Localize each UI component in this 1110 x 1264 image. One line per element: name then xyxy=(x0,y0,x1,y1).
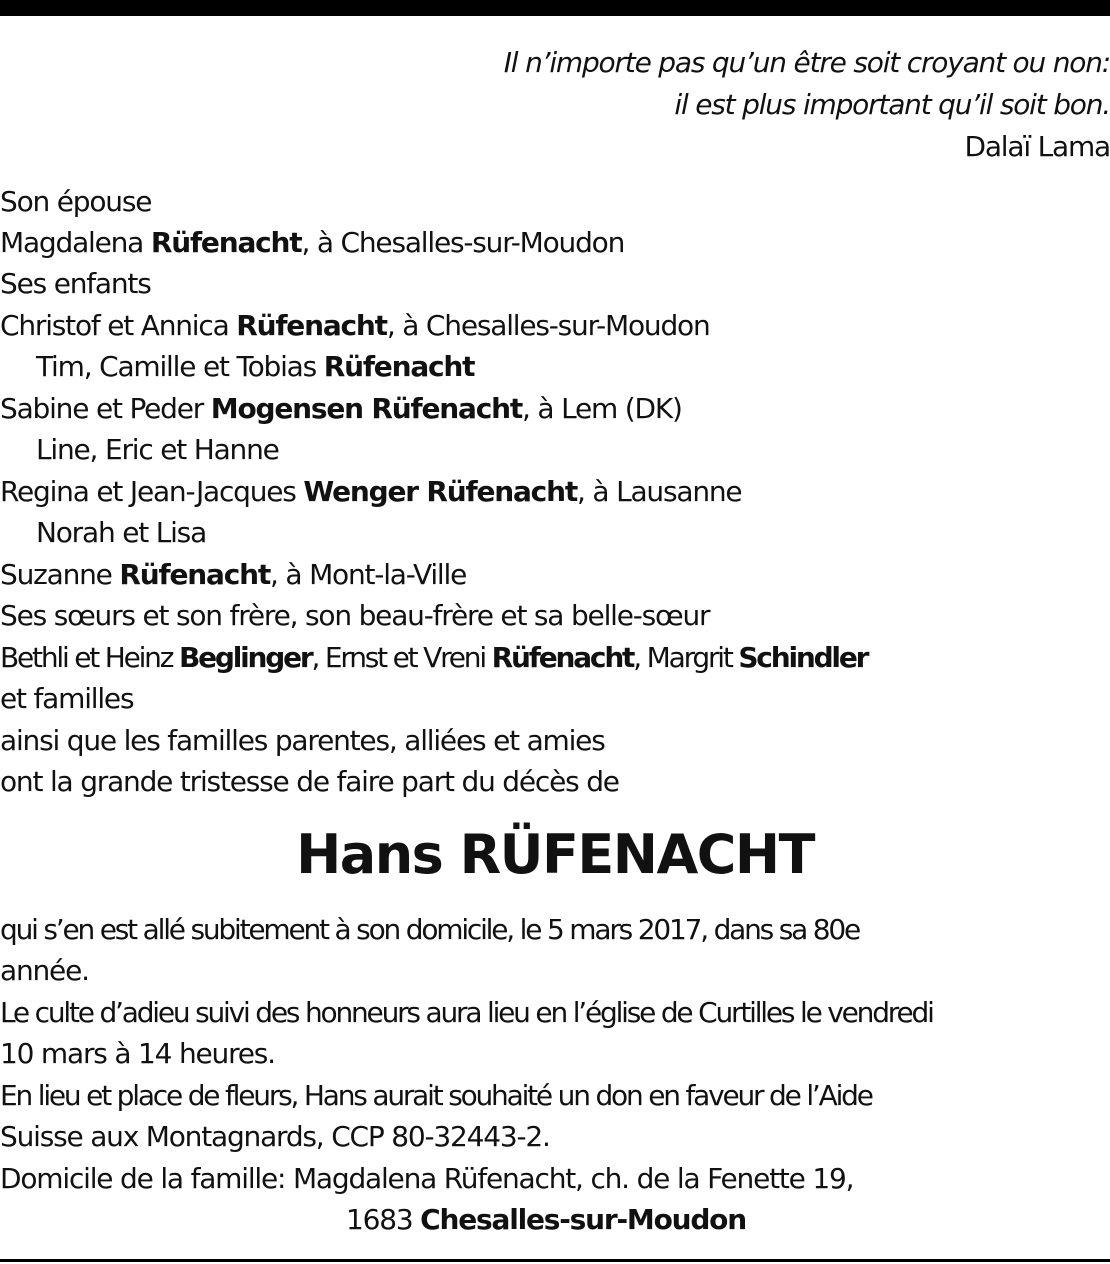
children-heading: Ses enfants xyxy=(0,267,151,300)
address-line-1: Domicile de la famille: Magdalena Rüfenacht, ch. de la Fenette 19, xyxy=(0,1162,854,1195)
service-line-1: Le culte d’adieu suivi des honneurs aura lieu en l’église de Curtilles le vendredi xyxy=(0,996,933,1029)
quote-author: Dalaï Lama xyxy=(964,130,1110,163)
quote-line-2: il est plus important qu’il soit bon. xyxy=(674,88,1110,121)
siblings-end: et familles xyxy=(0,682,134,715)
address-line-2: 1683 Chesalles-sur-Moudon xyxy=(346,1203,746,1236)
death-line-2: année. xyxy=(0,954,89,987)
siblings-line: Bethli et Heinz Beglinger, Ernst et Vreni Rüfenacht, Margrit Schindler xyxy=(0,641,868,674)
spouse-heading: Son épouse xyxy=(0,185,152,218)
child-line-4: Suzanne Rüfenacht, à Mont-la-Ville xyxy=(0,558,467,591)
deceased-name: Hans RÜFENACHT xyxy=(296,823,814,886)
grandchildren-line-3: Norah et Lisa xyxy=(36,516,207,549)
grandchildren-line-2: Line, Eric et Hanne xyxy=(36,433,279,466)
spouse-line: Magdalena Rüfenacht, à Chesalles-sur-Moudon xyxy=(0,226,625,259)
bottom-rule xyxy=(0,1259,1110,1262)
announce-line: ont la grande tristesse de faire part du décès de xyxy=(0,765,619,798)
top-rule xyxy=(0,0,1110,16)
grandchildren-line-1: Tim, Camille et Tobias Rüfenacht xyxy=(36,350,475,383)
relatives-line: ainsi que les familles parentes, alliées et amies xyxy=(0,724,605,757)
child-line-2: Sabine et Peder Mogensen Rüfenacht, à Lem (DK) xyxy=(0,392,682,425)
donation-line-1: En lieu et place de fleurs, Hans aurait souhaité un don en faveur de l’Aide xyxy=(0,1079,872,1112)
death-line-1: qui s’en est allé subitement à son domicile, le 5 mars 2017, dans sa 80e xyxy=(0,913,860,946)
child-line-1: Christof et Annica Rüfenacht, à Chesalles-sur-Moudon xyxy=(0,309,710,342)
child-line-3: Regina et Jean-Jacques Wenger Rüfenacht, à Lausanne xyxy=(0,475,742,508)
service-line-2: 10 mars à 14 heures. xyxy=(0,1037,275,1070)
donation-line-2: Suisse aux Montagnards, CCP 80-32443-2. xyxy=(0,1120,550,1153)
siblings-heading: Ses sœurs et son frère, son beau-frère et sa belle-sœur xyxy=(0,599,710,632)
quote-line-1: Il n’importe pas qu’un être soit croyant ou non: xyxy=(503,46,1110,79)
